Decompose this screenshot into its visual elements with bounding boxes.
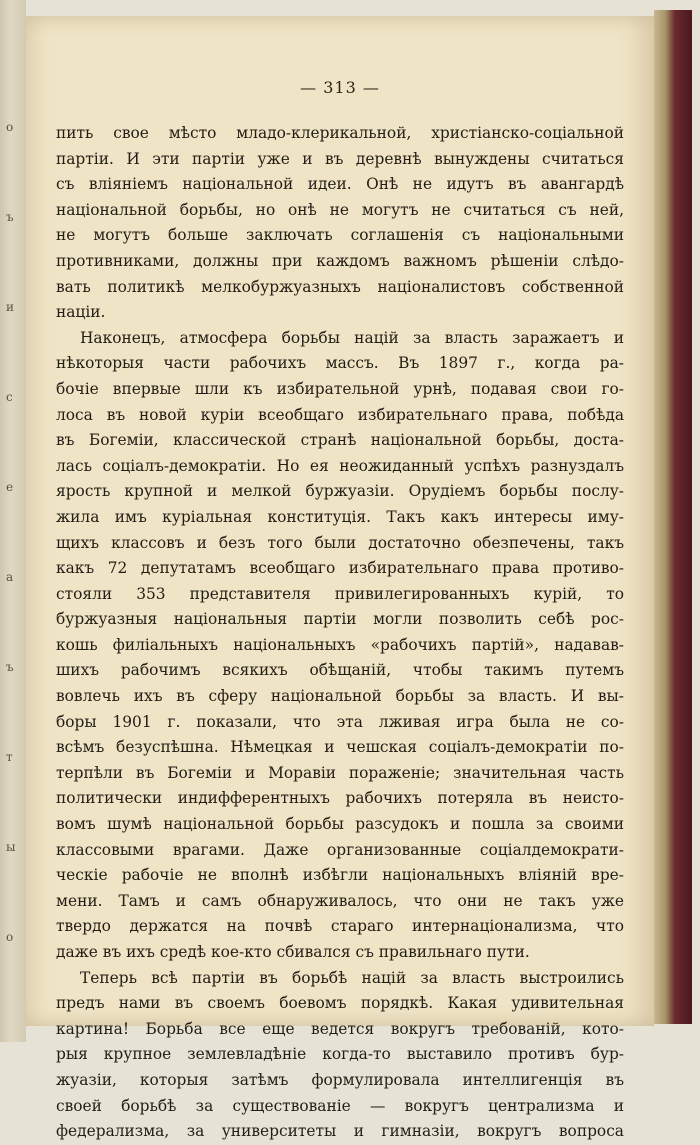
book-spine — [654, 10, 692, 1024]
text-line: картина! Борьба все еще ведется вокругъ требованій, кото- — [56, 1019, 624, 1038]
text-line: рыя крупное землевладѣніе когда-то выставило противъ бур- — [56, 1045, 624, 1064]
text-line: партіи. И эти партіи уже и въ деревнѣ вынуждены считаться — [56, 149, 624, 168]
text-line: вать политикѣ мелкобуржуазныхъ націоналистовъ собственной — [56, 277, 624, 296]
facing-page-fragment: т — [6, 750, 13, 764]
text-line: мени. Тамъ и самъ обнаруживалось, что они не такъ уже — [56, 891, 624, 910]
text-line: жуазіи, которыя затѣмъ формулировала интеллигенція въ — [56, 1070, 624, 1089]
text-line: терпѣли въ Богеміи и Моравіи пораженіе; значительная часть — [56, 763, 624, 782]
page-body-text — [56, 121, 624, 1145]
facing-page-fragment: о — [6, 930, 14, 944]
text-line: національной борьбы, но онѣ не могутъ не считаться съ ней, — [56, 200, 624, 219]
text-line: Теперь всѣ партіи въ борьбѣ націй за власть выстроились — [80, 968, 624, 987]
text-line: лась соціалъ-демократіи. Но ея неожиданный успѣхъ разнуздалъ — [56, 456, 624, 475]
text-line: политически индифферентныхъ рабочихъ потеряла въ неисто- — [56, 789, 624, 808]
facing-page-fragment: ы — [6, 840, 16, 854]
text-line: съ вліяніемъ національной идеи. Онѣ не идутъ въ авангардѣ — [56, 175, 624, 194]
facing-page-fragment: с — [6, 390, 13, 404]
page-number: — 313 — — [300, 78, 380, 97]
facing-page-fragment: ъ — [6, 210, 14, 224]
facing-page-fragment: е — [6, 480, 14, 494]
text-line: какъ 72 депутатамъ всеобщаго избирательнаго права противо- — [56, 559, 624, 578]
text-line: нѣкоторыя части рабочихъ массъ. Въ 1897 г., когда ра- — [56, 354, 624, 373]
facing-page-edge — [0, 0, 26, 1042]
text-line: твердо держатся на почвѣ стараго интернаціонализма, что — [56, 917, 624, 936]
text-line: щихъ классовъ и безъ того были достаточно обезпечены, такъ — [56, 533, 624, 552]
text-line: всѣмъ безуспѣшна. Нѣмецкая и чешская соціалъ-демократіи по- — [56, 738, 624, 757]
text-line: ярость крупной и мелкой буржуазіи. Орудіемъ борьбы послу- — [56, 482, 624, 501]
text-line: своей борьбѣ за существованіе — вокругъ централизма и — [56, 1096, 624, 1115]
text-line: ческіе рабочіе не вполнѣ избѣгли національныхъ вліяній вре- — [56, 866, 624, 885]
text-line: жила имъ куріальная конституція. Такъ какъ интересы иму- — [56, 507, 624, 526]
text-line: Наконецъ, атмосфера борьбы націй за власть заражаетъ и — [80, 328, 624, 347]
text-line: вомъ шумѣ національной борьбы разсудокъ и пошла за своими — [56, 815, 624, 834]
facing-page-fragment: и — [6, 300, 14, 314]
facing-page-fragment: а — [6, 570, 14, 584]
text-line: противниками, должны при каждомъ важномъ рѣшеніи слѣдо- — [56, 251, 624, 270]
text-line: буржуазныя національныя партіи могли позволить себѣ рос- — [56, 610, 624, 629]
text-line: кошь филіальныхъ національныхъ «рабочихъ партій», надавав- — [56, 635, 624, 654]
text-line: бочіе впервые шли къ избирательной урнѣ, подавая свои го- — [56, 379, 624, 398]
facing-page-fragment: ъ — [6, 660, 14, 674]
text-line: федерализма, за университеты и гимназіи, вокругъ вопроса — [56, 1122, 624, 1141]
book-page — [26, 16, 654, 1141]
text-line: въ Богеміи, классической странѣ національной борьбы, доста- — [56, 431, 624, 450]
text-line: лоса въ новой куріи всеобщаго избирательнаго права, побѣда — [56, 405, 624, 424]
text-line: націи. — [56, 303, 106, 322]
text-line: стояли 353 представителя привилегированныхъ курій, то — [56, 584, 624, 603]
text-line: классовыми врагами. Даже организованные соціалдемократи- — [56, 840, 624, 859]
text-line: не могутъ больше заключать соглашенія съ національными — [56, 226, 624, 245]
text-line: вовлечь ихъ въ сферу національной борьбы за власть. И вы- — [56, 687, 624, 706]
text-line: даже въ ихъ средѣ кое-кто сбивался съ правильнаго пути. — [56, 943, 530, 961]
text-line: шихъ рабочимъ всякихъ обѣщаній, чтобы такимъ путемъ — [56, 661, 624, 680]
text-line: пить свое мѣсто младо-клерикальной, христіанско-соціальной — [56, 124, 624, 142]
facing-page-fragment: о — [6, 120, 14, 134]
text-line: предъ нами въ своемъ боевомъ порядкѣ. Какая удивительная — [56, 994, 624, 1013]
text-line: боры 1901 г. показали, что эта лживая игра была не со- — [56, 712, 624, 731]
